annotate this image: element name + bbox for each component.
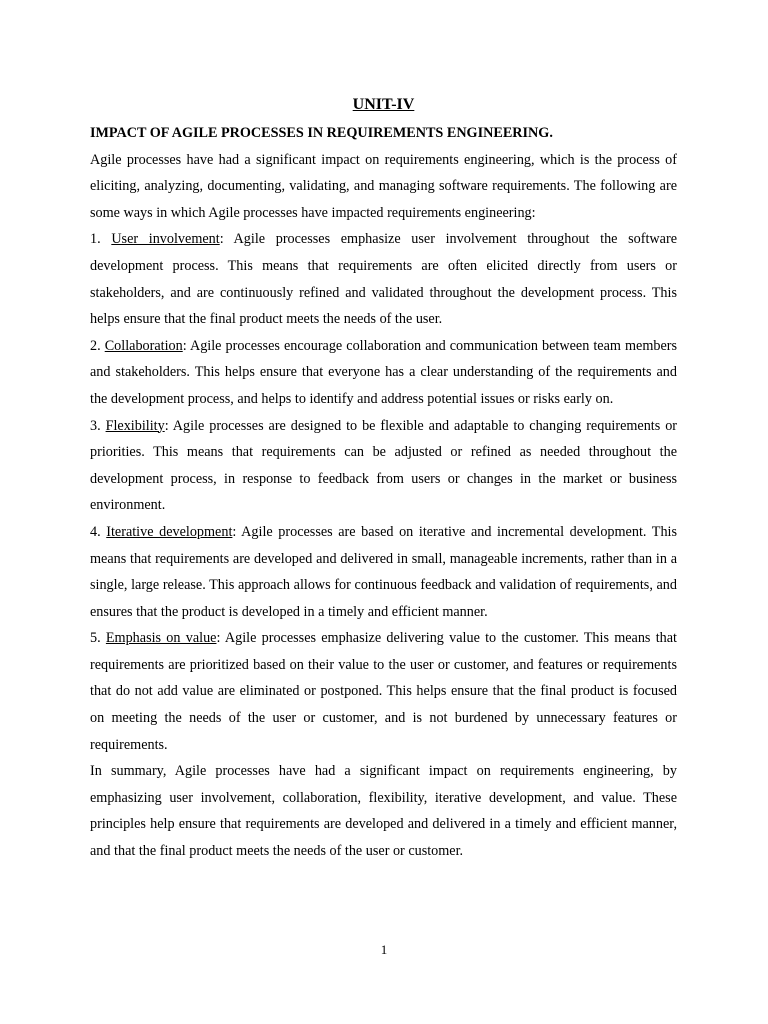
summary-paragraph: In summary, Agile processes have had a significant impact on requirements engineering, by emphasizing user involvement, collaboration, flexibility, iterative development, and value. These principles help ensure that requirements are developed and delivered in a timely and efficient manner, and that the final product meets the needs of the user or customer. [90, 763, 677, 860]
section-heading: IMPACT OF AGILE PROCESSES IN REQUIREMENTS ENGINEERING. [90, 125, 553, 141]
point-user-involvement [90, 226, 677, 332]
point-term: Emphasis on value [105, 630, 217, 647]
point-term: User involvement [111, 231, 220, 248]
point-text: : Agile processes emphasize user involvement throughout the software development process. This means that requirements are often elicited directly from users or stakeholders, and are continuously refined and validated throughout the development process. This helps ensure that the final product meets the needs of the user. [90, 231, 677, 328]
point-text: : Agile processes are based on iterative and incremental development. This means that requirements are developed and delivered in small, manageable increments, rather than in a single, large release. This approach allows for continuous feedback and validation of requirements, and ensures that the product is developed in a timely and efficient manner. [90, 523, 678, 620]
point-emphasis-on-value [90, 625, 677, 758]
point-text: : Agile processes emphasize delivering value to the customer. This means that requirements are prioritized based on their value to the user or customer, and features or requirements that do not add value are eliminated or postponed. This helps ensure that the final product is focused on meeting the needs of the user or customer, and is not burdened by unnecessary features or requirements. [90, 630, 677, 753]
intro-paragraph: Agile processes have had a significant impact on requirements engineering, which is the process of eliciting, analyzing, documenting, validating, and managing software requirements. The following are some ways in which Agile processes have impacted requirements engineering: [90, 151, 677, 221]
document-page [90, 92, 677, 865]
point-number: 1. [90, 231, 101, 248]
point-text: : Agile processes are designed to be flexible and adaptable to changing requirements or priorities. This means that requirements can be adjusted or refined as needed throughout the development process, in response to feedback from users or changes in the market or business environment. [90, 417, 678, 514]
point-term: Collaboration [104, 337, 183, 354]
page-number: 1 [380, 942, 388, 957]
point-collaboration [90, 333, 677, 413]
point-number: 3. [90, 417, 101, 434]
unit-title: UNIT-IV [352, 96, 415, 113]
point-term: Iterative development [106, 523, 233, 540]
point-text: : Agile processes encourage collaboration and communication between team members and stakeholders. This helps ensure that everyone has a clear understanding of the requirements and the development process, and helps to identify and address potential issues or risks early on. [90, 337, 677, 407]
point-term: Flexibility [105, 417, 165, 434]
point-number: 5. [90, 630, 101, 647]
point-number: 2. [90, 337, 101, 354]
point-iterative-development [90, 519, 677, 625]
point-number: 4. [90, 523, 101, 540]
point-flexibility [90, 413, 677, 519]
